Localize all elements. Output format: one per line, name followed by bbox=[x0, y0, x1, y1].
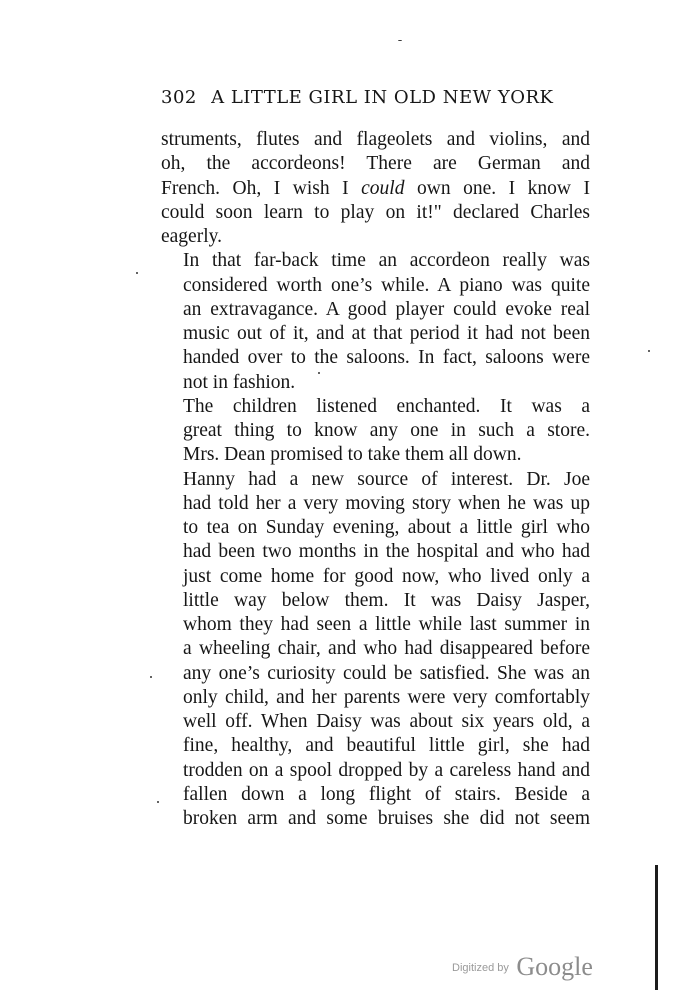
text-line: not in fashion. bbox=[183, 371, 296, 393]
body-text bbox=[161, 128, 590, 831]
scan-speck bbox=[648, 350, 650, 352]
scan-speck bbox=[398, 40, 402, 41]
paragraph-2 bbox=[161, 249, 590, 395]
text-line bbox=[161, 177, 590, 201]
paragraph-1 bbox=[161, 128, 590, 249]
text-line: fine, healthy, and beautiful little girl, she had bbox=[183, 735, 590, 757]
running-head bbox=[161, 86, 591, 110]
text-line: an extravagance. A good player could evoke real bbox=[183, 298, 590, 320]
text-line: music out of it, and at that period it had not been bbox=[183, 323, 590, 344]
text-line: only child, and her parents were very comfortably bbox=[183, 686, 590, 708]
paragraph-4 bbox=[161, 468, 590, 832]
book-title: A LITTLE GIRL IN OLD NEW YORK bbox=[211, 87, 554, 108]
text-line: struments, flutes and flageolets and violins, and bbox=[161, 129, 590, 150]
watermark-prefix: Digitized by bbox=[452, 962, 509, 974]
text-line: a wheeling chair, and who had disappeared before bbox=[183, 638, 590, 660]
text-line: could soon learn to play on it!" declared Charles bbox=[161, 201, 590, 223]
text-line: eagerly. bbox=[161, 226, 222, 247]
text-line: just come home for good now, who lived only a bbox=[183, 565, 590, 587]
text-line: little way below them. It was Daisy Jasper, bbox=[183, 589, 590, 611]
text-line: great thing to know any one in such a store. bbox=[183, 420, 590, 441]
text-line: whom they had seen a little while last summer in bbox=[183, 614, 590, 635]
text-run: French. Oh, I wish I bbox=[161, 177, 362, 199]
scan-speck bbox=[150, 676, 152, 678]
text-line: Hanny had a new source of interest. Dr. Joe bbox=[183, 468, 590, 490]
text-line: had told her a very moving story when he was up bbox=[183, 492, 590, 514]
scan-speck bbox=[318, 372, 320, 374]
page-edge-shadow bbox=[655, 865, 658, 990]
text-run: own one. I know I bbox=[404, 177, 591, 199]
text-line: considered worth one’s while. A piano was quite bbox=[183, 274, 590, 296]
text-line: Mrs. Dean promised to take them all down. bbox=[183, 444, 522, 466]
text-line: handed over to the saloons. In fact, saloons were bbox=[183, 347, 590, 369]
scan-speck bbox=[136, 272, 138, 274]
google-logo: Google bbox=[516, 952, 593, 981]
text-line: fallen down a long flight of stairs. Beside a bbox=[183, 783, 590, 805]
text-line: well off. When Daisy was about six years old, a bbox=[183, 711, 590, 732]
page-number: 302 bbox=[161, 87, 197, 108]
text-line: to tea on Sunday evening, about a little girl who bbox=[183, 517, 590, 538]
scan-speck bbox=[157, 801, 159, 803]
text-line: In that far-back time an accordeon really was bbox=[183, 250, 590, 272]
text-line: oh, the accordeons! There are German and bbox=[161, 153, 590, 175]
emphasized-word: could bbox=[361, 177, 405, 199]
text-line: trodden on a spool dropped by a careless hand and bbox=[183, 759, 590, 781]
text-line: any one’s curiosity could be satisfied. She was an bbox=[183, 662, 590, 684]
text-line: broken arm and some bruises she did not seem bbox=[183, 808, 590, 829]
text-line: had been two months in the hospital and who had bbox=[183, 541, 590, 563]
text-line: The children listened enchanted. It was a bbox=[183, 395, 590, 417]
digitized-watermark bbox=[452, 952, 593, 982]
paragraph-3 bbox=[161, 395, 590, 468]
